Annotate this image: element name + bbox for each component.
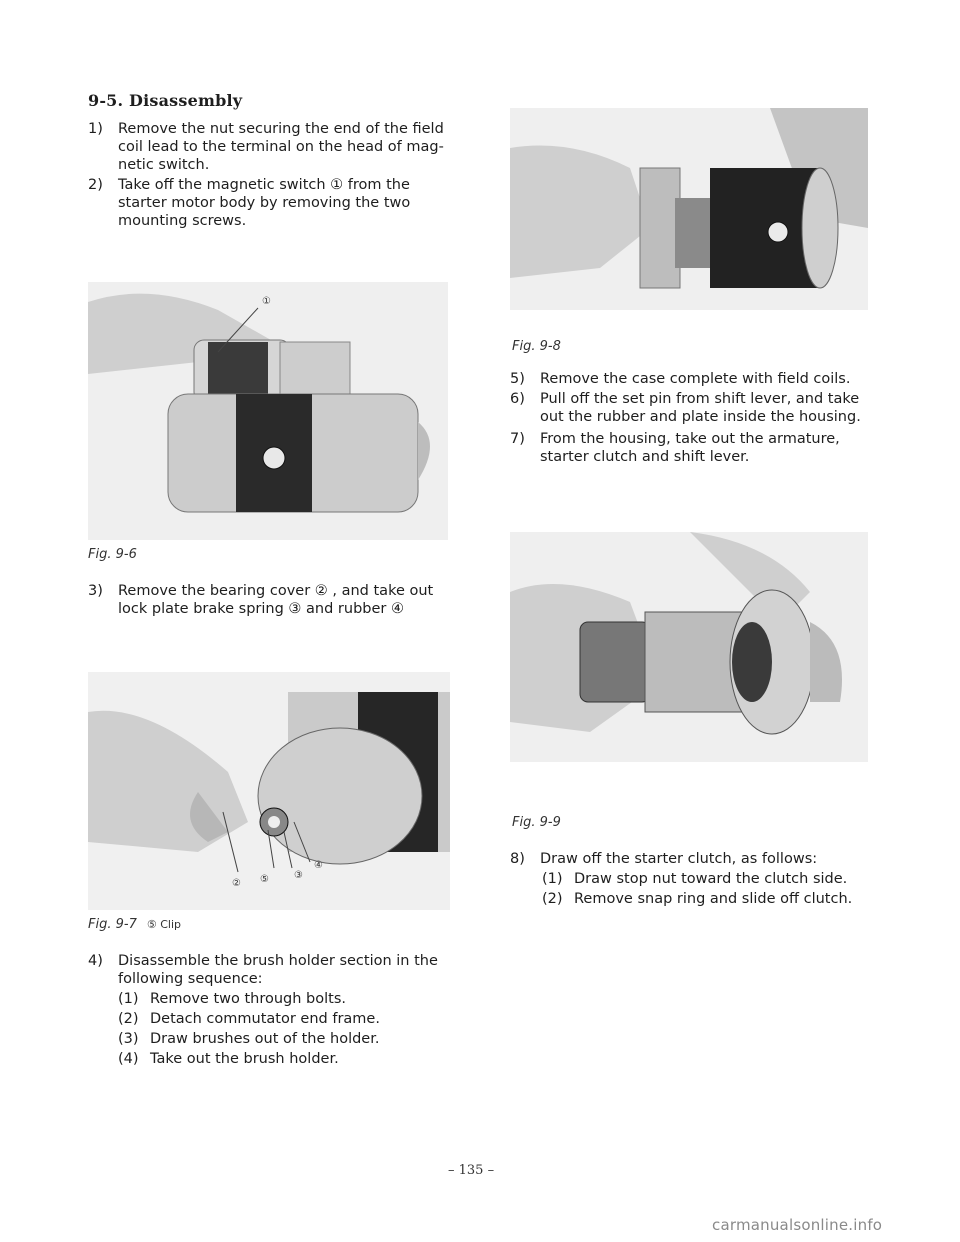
step-line: mounting screws. xyxy=(118,213,247,229)
substep-text: Take out the brush holder. xyxy=(150,1051,339,1067)
substep-number: (2) xyxy=(542,891,563,907)
step-number: 1) xyxy=(88,121,103,137)
figure-caption-label: Fig. 9-7 xyxy=(88,917,137,932)
figure-caption: Fig. 9-6 xyxy=(88,547,137,562)
substep-text: Draw brushes out of the holder. xyxy=(150,1031,380,1047)
section-heading: 9-5. Disassembly xyxy=(88,91,243,110)
step-5 xyxy=(510,370,890,388)
step-line: coil lead to the terminal on the head of mag- xyxy=(118,139,444,155)
step-line: From the housing, take out the armature, xyxy=(540,431,840,447)
page-number: – 135 – xyxy=(448,1163,495,1178)
step-number: 4) xyxy=(88,953,103,969)
figure-caption xyxy=(88,916,181,934)
substep xyxy=(118,1050,448,1068)
substep-number: (1) xyxy=(118,991,139,1007)
step-line: Disassemble the brush holder section in the xyxy=(118,953,438,969)
watermark: carmanualsonline.info xyxy=(712,1216,883,1234)
figure-caption: Fig. 9-8 xyxy=(512,339,561,354)
step-8 xyxy=(510,850,890,868)
step-line: Take off the magnetic switch ① from the xyxy=(118,177,410,193)
substep-number: (3) xyxy=(118,1031,139,1047)
step-number: 7) xyxy=(510,431,525,447)
step-4 xyxy=(88,952,458,990)
step-line: lock plate brake spring ③ and rubber ④ xyxy=(118,601,404,617)
figure-callout: ① xyxy=(262,296,271,307)
substep xyxy=(118,1010,448,1028)
substep xyxy=(118,990,448,1008)
figure-9-7-photo xyxy=(88,672,450,910)
substep-text: Remove two through bolts. xyxy=(150,991,347,1007)
substep-number: (1) xyxy=(542,871,563,887)
substep-text: Draw stop nut toward the clutch side. xyxy=(574,871,848,887)
figure-9-9-photo xyxy=(510,532,868,762)
substep-text: Remove snap ring and slide off clutch. xyxy=(574,891,853,907)
substep xyxy=(542,870,882,888)
step-line: Remove the bearing cover ② , and take out xyxy=(118,583,434,599)
step-1 xyxy=(88,120,458,176)
figure-9-6-photo xyxy=(88,282,448,540)
step-2 xyxy=(88,176,458,232)
step-number: 5) xyxy=(510,371,525,387)
step-line: Remove the case complete with field coils. xyxy=(540,371,851,387)
step-line: following sequence: xyxy=(118,971,263,987)
step-7 xyxy=(510,430,890,468)
figure-9-8-photo xyxy=(510,108,868,310)
figure-caption: Fig. 9-9 xyxy=(512,815,561,830)
substep xyxy=(542,890,882,908)
figure-callout: ② xyxy=(232,878,241,889)
step-line: starter motor body by removing the two xyxy=(118,195,411,211)
substep-number: (2) xyxy=(118,1011,139,1027)
step-line: Draw off the starter clutch, as follows: xyxy=(540,851,818,867)
substep-number: (4) xyxy=(118,1051,139,1067)
step-line: starter clutch and shift lever. xyxy=(540,449,750,465)
step-number: 3) xyxy=(88,583,103,599)
step-line: out the rubber and plate inside the housing. xyxy=(540,409,861,425)
substep-text: Detach commutator end frame. xyxy=(150,1011,380,1027)
step-number: 8) xyxy=(510,851,525,867)
figure-callout: ③ xyxy=(294,870,303,881)
step-number: 2) xyxy=(88,177,103,193)
step-6 xyxy=(510,390,890,428)
step-number: 6) xyxy=(510,391,525,407)
figure-caption-note: ⑤ Clip xyxy=(146,918,181,931)
figure-callout: ⑤ xyxy=(260,874,269,885)
step-line: Remove the nut securing the end of the field xyxy=(118,121,444,137)
step-line: Pull off the set pin from shift lever, and take xyxy=(540,391,860,407)
step-line: netic switch. xyxy=(118,157,210,173)
figure-callout: ④ xyxy=(314,860,323,871)
step-3 xyxy=(88,582,458,620)
substep xyxy=(118,1030,448,1048)
